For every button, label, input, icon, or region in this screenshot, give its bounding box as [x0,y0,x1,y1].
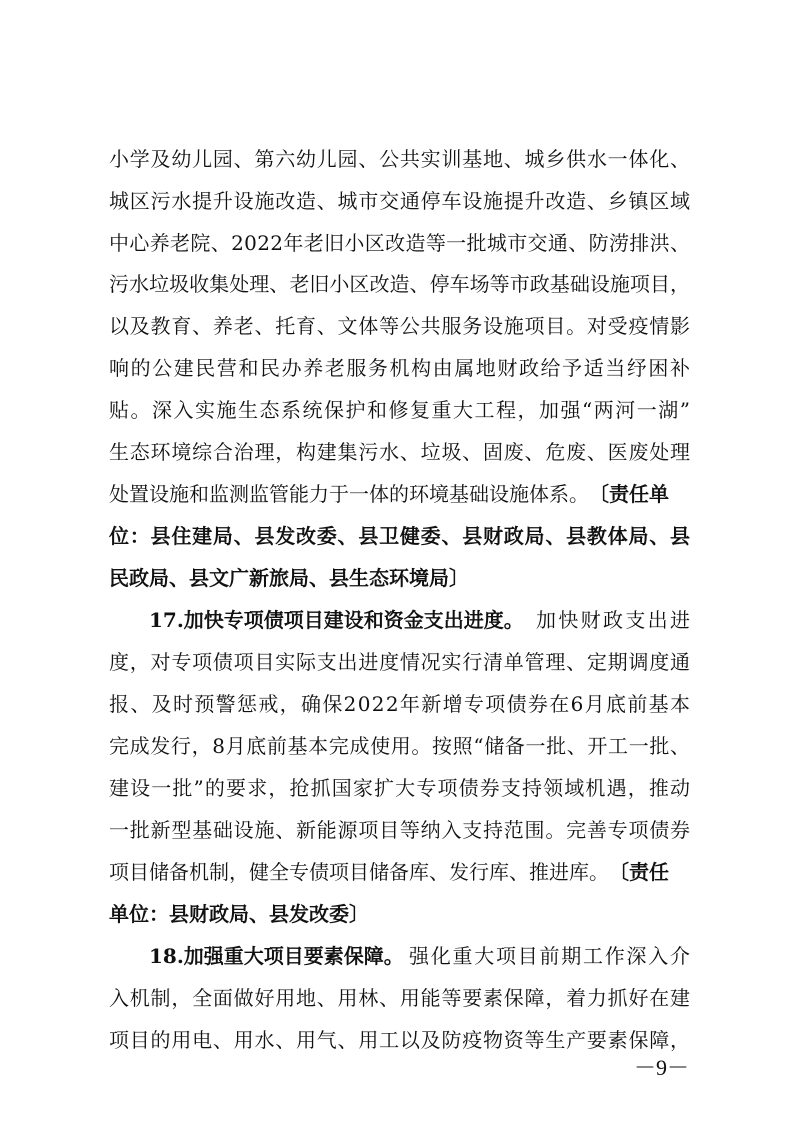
paragraph-text: 强化重大项目前期工作深入介 [409,944,692,968]
responsibility-text: 民政局、县文广新旅局、县生态环境局〕 [109,566,469,590]
paragraph-text: 建设一批”的要求，抢抓国家扩大专项债券支持领域机遇，推动 [109,776,692,800]
text-line [0,477,793,511]
paragraph-text: 响的公建民营和民办养老服务机构由属地财政给予适当纾困补 [109,356,692,380]
text-line [0,309,793,343]
item-17-heading: 17.加快专项债项目建设和资金支出进度。 [149,608,524,632]
text-line [0,855,793,889]
paragraph-text: 报、及时预警惩戒，确保2022年新增专项债券在6月底前基本 [109,692,692,716]
text-line [0,393,793,427]
text-line [0,142,793,176]
paragraph-text: 贴。深入实施生态系统保护和修复重大工程，加强“两河一湖” [109,398,692,422]
paragraph-text: 项目的用电、用水、用气、用工以及防疫物资等生产要素保障， [109,1028,691,1052]
paragraph-text: 一批新型基础设施、新能源项目等纳入支持范围。完善专项债券 [109,818,691,842]
paragraph-text: 小学及幼儿园、第六幼儿园、公共实训基地、城乡供水一体化、 [109,147,691,171]
page-number: －9－ [634,1055,690,1080]
responsibility-text: 〔责任单 [589,482,669,506]
paragraph-text: 入机制，全面做好用地、用林、用能等要素保障，着力抓好在建 [109,986,691,1010]
text-line [0,519,793,553]
text-line [0,939,793,973]
text-line [0,561,793,595]
text-line [0,184,793,218]
paragraph-text: 度，对专项债项目实际支出进度情况实行清单管理、定期调度通 [109,650,691,674]
text-line [0,351,793,385]
paragraph-text: 处置设施和监测监管能力于一体的环境基础设施体系。 [109,482,589,506]
text-line [0,897,793,931]
paragraph-text: 以及教育、养老、托育、文体等公共服务设施项目。对受疫情影 [109,314,691,338]
text-line [0,645,793,679]
text-line [0,226,793,260]
responsibility-text: 位：县住建局、县发改委、县卫健委、县财政局、县教体局、县 [109,524,691,548]
paragraph-text: 污水垃圾收集处理、老旧小区改造、停车场等市政基础设施项目， [109,272,691,296]
text-line [0,729,793,763]
text-line [0,981,793,1015]
text-line [0,603,793,637]
paragraph-text: 中心养老院、2022年老旧小区改造等一批城市交通、防涝排洪、 [109,231,691,255]
text-line [0,771,793,805]
text-line [0,813,793,847]
responsibility-text: 〔责任 [609,860,669,884]
item-18-heading: 18.加强重大项目要素保障。 [149,944,404,968]
text-line [0,687,793,721]
paragraph-text: 项目储备机制，健全专债项目储备库、发行库、推进库。 [109,860,609,884]
text-line [0,267,793,301]
text-line [0,435,793,469]
paragraph-text: 加快财政支出进 [536,608,693,632]
responsibility-text: 单位：县财政局、县发改委〕 [109,902,369,926]
paragraph-text: 生态环境综合治理，构建集污水、垃圾、固废、危废、医废处理 [109,440,691,464]
paragraph-text: 完成发行，8月底前基本完成使用。按照“储备一批、开工一批、 [109,734,691,758]
paragraph-text: 城区污水提升设施改造、城市交通停车设施提升改造、乡镇区域 [109,189,691,213]
